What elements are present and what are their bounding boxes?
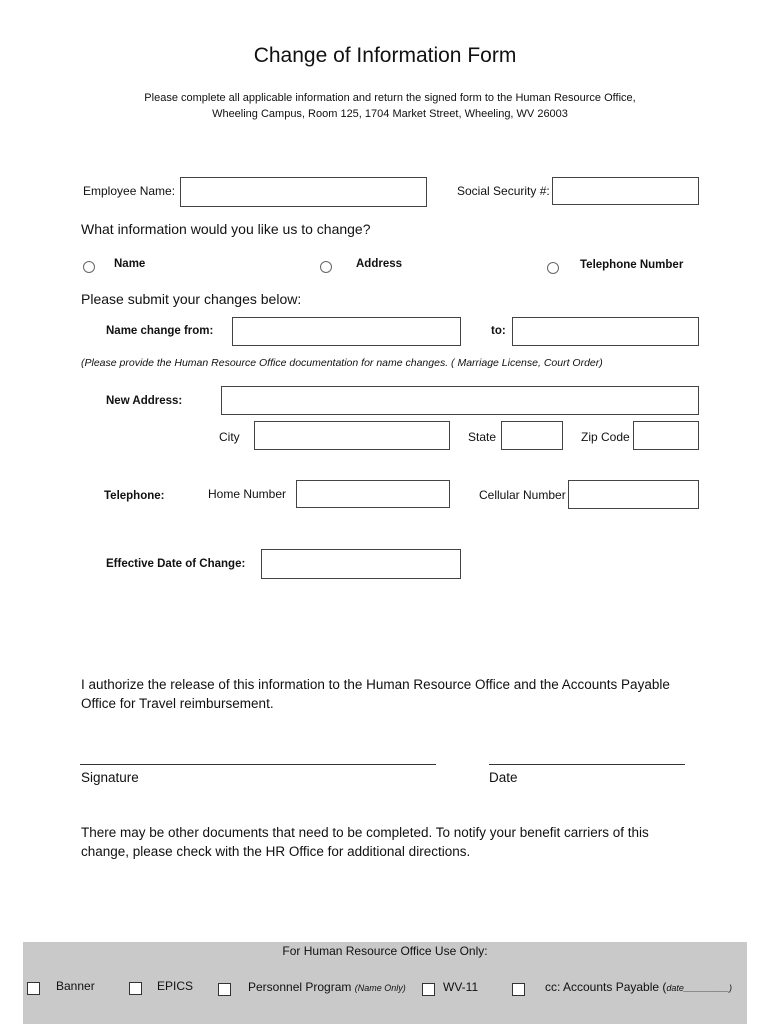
ssn-input[interactable]: [552, 177, 699, 205]
city-label: City: [219, 430, 240, 444]
personnel-program-checkbox[interactable]: [218, 983, 231, 996]
date-label: Date: [489, 770, 518, 785]
cc-accounts-payable-label: [545, 980, 732, 994]
authorization-line-1: I authorize the release of this information to the Human Resource Office and the Accounts Payable: [81, 677, 670, 692]
name-change-documentation-note: (Please provide the Human Resource Office documentation for name changes. ( Marriage License, Court Order): [81, 357, 603, 369]
address-option-label: Address: [356, 258, 403, 270]
authorization-statement: [81, 675, 670, 713]
change-question: What information would you like us to change?: [81, 221, 371, 237]
zip-code-input[interactable]: [633, 421, 699, 450]
city-input[interactable]: [254, 421, 450, 450]
epics-checkbox[interactable]: [129, 982, 142, 995]
cc-accounts-payable-checkbox[interactable]: [512, 983, 525, 996]
zip-code-label: Zip Code: [581, 430, 630, 444]
form-instructions: [0, 90, 770, 122]
benefit-carriers-notice: [81, 823, 649, 861]
state-label: State: [468, 430, 497, 444]
signature-line[interactable]: [80, 764, 436, 765]
home-number-label: Home Number: [208, 487, 287, 501]
effective-date-label: Effective Date of Change:: [106, 558, 246, 570]
notice-line-2: change, please check with the HR Office for additional directions.: [81, 844, 471, 859]
instructions-line-1: Please complete all applicable information and return the signed form to the Human Resource Office,: [144, 92, 636, 104]
date-line[interactable]: [489, 764, 685, 765]
cc-accounts-payable-text: cc: Accounts Payable (: [545, 980, 667, 994]
epics-label: EPICS: [157, 979, 194, 993]
cellular-number-input[interactable]: [568, 480, 699, 509]
signature-label: Signature: [81, 770, 139, 785]
instructions-line-2: Wheeling Campus, Room 125, 1704 Market Street, Wheeling, WV 26003: [212, 108, 568, 120]
state-input[interactable]: [501, 421, 563, 450]
page-title: Change of Information Form: [253, 44, 517, 67]
address-radio[interactable]: [320, 261, 332, 273]
home-number-input[interactable]: [296, 480, 450, 508]
telephone-number-option-label: Telephone Number: [580, 259, 684, 271]
effective-date-input[interactable]: [261, 549, 461, 579]
personnel-program-text: Personnel Program: [248, 980, 352, 994]
telephone-label: Telephone:: [104, 490, 165, 502]
employee-name-label: Employee Name:: [83, 184, 176, 198]
name-change-to-input[interactable]: [512, 317, 699, 346]
cc-date-field[interactable]: date_________: [666, 983, 729, 993]
name-change-from-input[interactable]: [232, 317, 461, 346]
submit-changes-heading: Please submit your changes below:: [81, 291, 302, 307]
notice-line-1: There may be other documents that need to be completed. To notify your benefit carriers of this: [81, 825, 649, 840]
banner-checkbox[interactable]: [27, 982, 40, 995]
telephone-number-radio[interactable]: [547, 262, 559, 274]
cellular-number-label: Cellular Number: [479, 488, 566, 502]
ssn-label: Social Security #:: [457, 184, 550, 198]
name-change-to-label: to:: [491, 325, 506, 337]
wv11-checkbox[interactable]: [422, 983, 435, 996]
name-radio[interactable]: [83, 261, 95, 273]
personnel-program-label: [248, 980, 406, 994]
new-address-input[interactable]: [221, 386, 699, 415]
authorization-line-2: Office for Travel reimbursement.: [81, 696, 274, 711]
personnel-program-note: (Name Only): [354, 983, 406, 993]
employee-name-input[interactable]: [180, 177, 427, 207]
new-address-label: New Address:: [106, 395, 183, 407]
banner-label: Banner: [56, 979, 95, 993]
name-change-from-label: Name change from:: [106, 325, 214, 337]
wv11-label: WV-11: [443, 980, 479, 994]
hr-office-heading: For Human Resource Office Use Only:: [282, 944, 488, 958]
name-option-label: Name: [114, 258, 146, 270]
cc-close-paren: ): [728, 983, 732, 993]
